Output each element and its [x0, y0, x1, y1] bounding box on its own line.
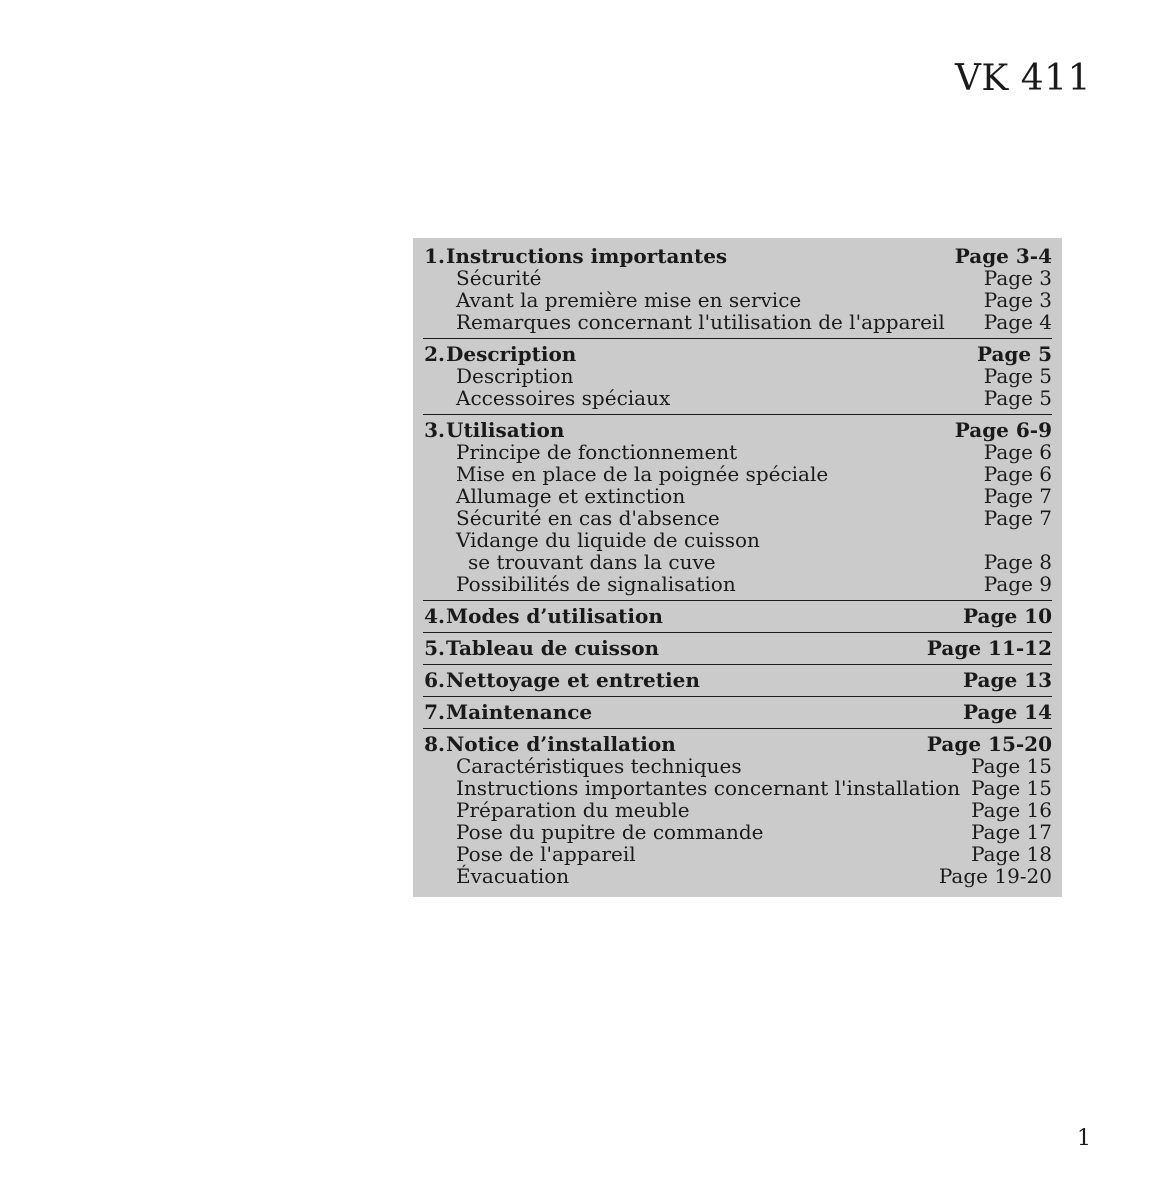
toc-section-number: 6. — [424, 668, 445, 692]
toc-section-number: 8. — [424, 732, 445, 756]
toc-entry-title: Possibilités de signalisation — [456, 572, 736, 596]
toc-section-heading[interactable] — [423, 419, 1052, 441]
toc-section — [423, 414, 1052, 600]
toc-entry-page: Page 5 — [983, 386, 1052, 410]
toc-entry[interactable] — [423, 485, 1052, 507]
toc-section-title: Instructions importantes — [446, 244, 728, 268]
toc-section-title: Maintenance — [446, 700, 593, 724]
toc-entry-page: Page 4 — [983, 310, 1052, 334]
toc-entry-page: Page 7 — [983, 506, 1052, 530]
toc-section-title: Nettoyage et entretien — [446, 668, 700, 692]
toc-section-heading[interactable] — [423, 343, 1052, 365]
toc-entry[interactable] — [423, 799, 1052, 821]
toc-entry-title: Sécurité en cas d'absence — [456, 506, 720, 530]
toc-section-page: Page 6-9 — [954, 418, 1052, 442]
toc-section-page: Page 3-4 — [954, 244, 1052, 268]
toc-entry-title: Remarques concernant l'utilisation de l'appareil — [456, 310, 945, 334]
toc-entry-title: Évacuation — [456, 864, 570, 888]
toc-entry[interactable] — [423, 865, 1052, 887]
toc-section-heading[interactable] — [423, 701, 1052, 723]
toc-entry-page: Page 16 — [971, 798, 1052, 822]
toc-section-heading[interactable] — [423, 605, 1052, 627]
toc-section-heading[interactable] — [423, 669, 1052, 691]
toc-section-page: Page 10 — [963, 604, 1052, 628]
toc-entry[interactable] — [423, 573, 1052, 595]
toc-entry[interactable] — [423, 387, 1052, 409]
toc-entry-page: Page 8 — [983, 550, 1052, 574]
toc-section — [423, 600, 1052, 632]
toc-entry-title: Pose de l'appareil — [456, 842, 636, 866]
toc-section — [423, 632, 1052, 664]
model-title: VK 411 — [954, 58, 1091, 99]
toc-entry-page: Page 7 — [983, 484, 1052, 508]
toc-entry[interactable] — [423, 821, 1052, 843]
toc-entry-title: Pose du pupitre de commande — [456, 820, 764, 844]
toc-entry-page: Page 3 — [983, 266, 1052, 290]
toc-section-heading[interactable] — [423, 733, 1052, 755]
toc-entry[interactable] — [423, 267, 1052, 289]
toc-entry-title: Allumage et extinction — [456, 484, 686, 508]
toc-section — [423, 696, 1052, 728]
table-of-contents — [413, 238, 1062, 897]
toc-entry-title: Sécurité — [456, 266, 542, 290]
toc-entry-title: se trouvant dans la cuve — [468, 550, 716, 574]
toc-entry-title: Description — [456, 364, 574, 388]
page-number: 1 — [1077, 1126, 1091, 1151]
toc-section-title: Notice d’installation — [446, 732, 676, 756]
toc-section-title: Tableau de cuisson — [446, 636, 660, 660]
toc-section-number: 3. — [424, 418, 445, 442]
toc-entry-page: Page 18 — [971, 842, 1052, 866]
toc-entry-title: Avant la première mise en service — [456, 288, 802, 312]
toc-section — [423, 728, 1052, 892]
toc-section-title: Modes d’utilisation — [446, 604, 663, 628]
toc-entry-page: Page 17 — [971, 820, 1052, 844]
toc-entry[interactable] — [423, 843, 1052, 865]
toc-entry[interactable] — [423, 777, 1052, 799]
toc-section-title: Utilisation — [446, 418, 565, 442]
toc-entry[interactable] — [423, 529, 1052, 551]
toc-entry[interactable] — [423, 289, 1052, 311]
toc-entry[interactable] — [423, 551, 1052, 573]
toc-entry-page: Page 15 — [971, 754, 1052, 778]
toc-entry-page: Page 19-20 — [938, 864, 1052, 888]
toc-section-page: Page 14 — [963, 700, 1052, 724]
toc-entry-title: Principe de fonctionnement — [456, 440, 738, 464]
toc-entry-page: Page 3 — [983, 288, 1052, 312]
toc-section-title: Description — [446, 342, 577, 366]
toc-section — [423, 664, 1052, 696]
toc-entry[interactable] — [423, 507, 1052, 529]
toc-entry-page: Page 6 — [983, 440, 1052, 464]
toc-entry-title: Accessoires spéciaux — [456, 386, 671, 410]
toc-entry[interactable] — [423, 365, 1052, 387]
toc-section-page: Page 5 — [976, 342, 1052, 366]
toc-entry-page: Page 6 — [983, 462, 1052, 486]
toc-entry[interactable] — [423, 463, 1052, 485]
toc-section-page: Page 15-20 — [926, 732, 1052, 756]
toc-entry-page: Page 15 — [971, 776, 1052, 800]
toc-entry-title: Instructions importantes concernant l'installation — [456, 776, 961, 800]
toc-entry-title: Vidange du liquide de cuisson — [456, 528, 760, 552]
toc-entry-page: Page 5 — [983, 364, 1052, 388]
toc-section-number: 2. — [424, 342, 445, 366]
toc-entry[interactable] — [423, 441, 1052, 463]
toc-section — [423, 338, 1052, 414]
toc-section-number: 4. — [424, 604, 445, 628]
toc-entry[interactable] — [423, 311, 1052, 333]
toc-section-heading[interactable] — [423, 637, 1052, 659]
toc-section-number: 1. — [424, 244, 445, 268]
toc-entry[interactable] — [423, 755, 1052, 777]
toc-section-heading[interactable] — [423, 245, 1052, 267]
toc-entry-title: Préparation du meuble — [456, 798, 690, 822]
toc-section-page: Page 13 — [963, 668, 1052, 692]
toc-entry-title: Caractéristiques techniques — [456, 754, 742, 778]
toc-section-number: 5. — [424, 636, 445, 660]
toc-section-page: Page 11-12 — [926, 636, 1052, 660]
toc-section-number: 7. — [424, 700, 445, 724]
toc-entry-page: Page 9 — [983, 572, 1052, 596]
toc-section — [423, 245, 1052, 338]
toc-entry-title: Mise en place de la poignée spéciale — [456, 462, 829, 486]
